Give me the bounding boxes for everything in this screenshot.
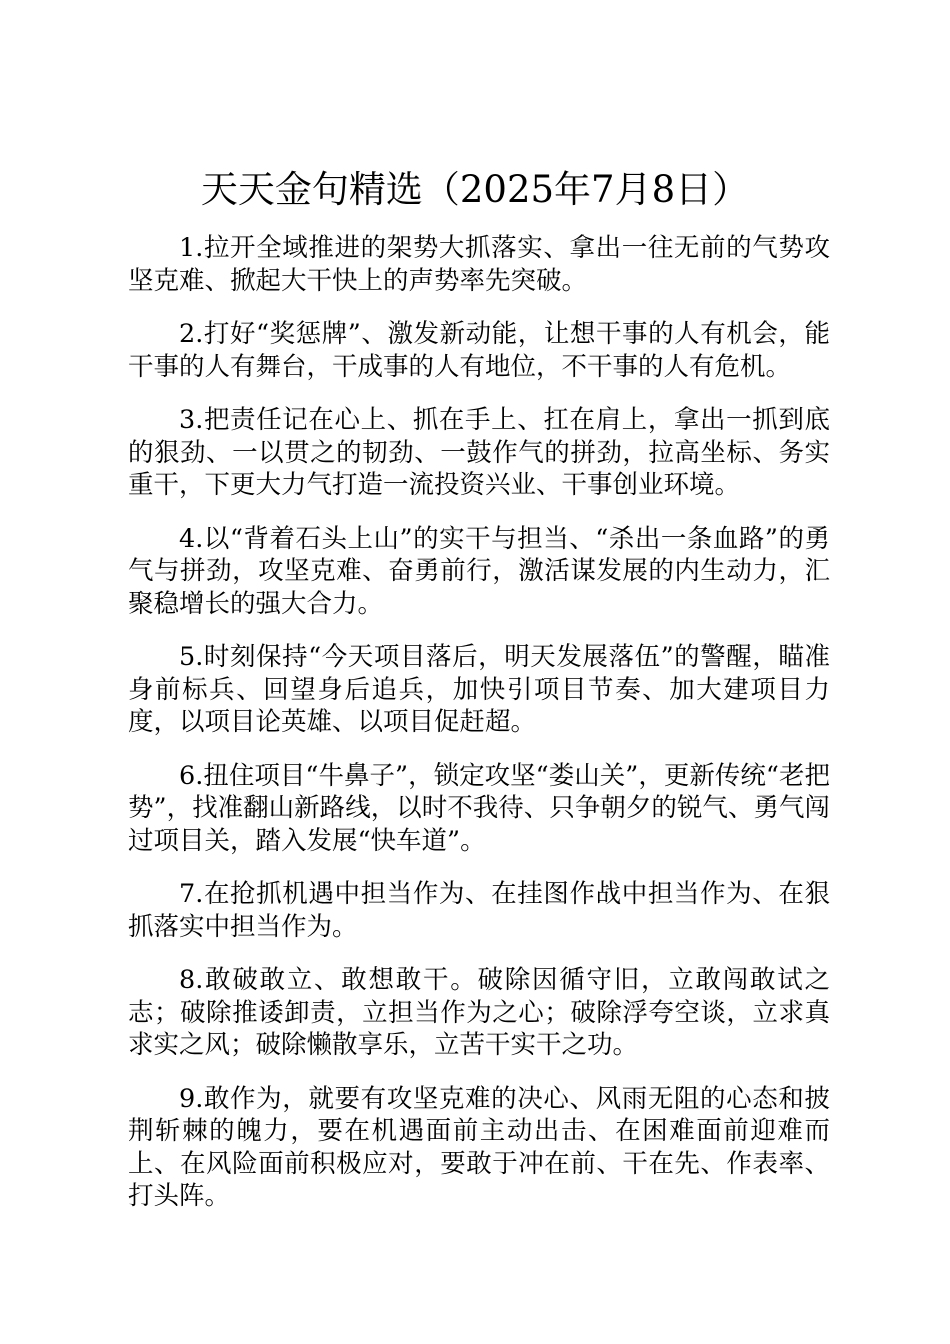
- quote-item-7: 7.在抢抓机遇中担当作为、在挂图作战中担当作为、在狠抓落实中担当作为。: [128, 879, 830, 942]
- quote-item-8: 8.敢破敢立、敢想敢干。破除因循守旧，立敢闯敢试之志；破除推诿卸责，立担当作为之心；破除浮夸空谈，立求真求实之风；破除懒散享乐，立苦干实干之功。: [128, 965, 830, 1060]
- quote-item-9: 9.敢作为，就要有攻坚克难的决心、风雨无阻的心态和披荆斩棘的魄力，要在机遇面前主动出击、在困难面前迎难而上、在风险面前积极应对，要敢于冲在前、干在先、作表率、打头阵。: [128, 1083, 830, 1211]
- quote-list: [128, 232, 830, 1234]
- quote-item-6: 6.扭住项目“牛鼻子”，锁定攻坚“娄山关”，更新传统“老把势”，找准翻山新路线，以时不我待、只争朝夕的锐气、勇气闯过项目关，踏入发展“快车道”。: [128, 760, 830, 856]
- quote-item-4: 4.以“背着石头上山”的实干与担当、“杀出一条血路”的勇气与拼劲，攻坚克难、奋勇前行，激活谋发展的内生动力，汇聚稳增长的强大合力。: [128, 523, 830, 619]
- quote-item-1: 1.拉开全域推进的架势大抓落实、拿出一往无前的气势攻坚克难、掀起大干快上的声势率先突破。: [128, 233, 830, 296]
- quote-item-3: 3.把责任记在心上、抓在手上、扛在肩上，拿出一抓到底的狠劲、一以贯之的韧劲、一鼓作气的拼劲，拉高坐标、务实重干，下更大力气打造一流投资兴业、干事创业环境。: [128, 405, 830, 500]
- quote-item-2: 2.打好“奖惩牌”、激发新动能，让想干事的人有机会，能干事的人有舞台，干成事的人有地位，不干事的人有危机。: [128, 319, 830, 382]
- page-title: 天天金句精选（2025年7月8日）: [200, 168, 750, 211]
- quote-item-5: 5.时刻保持“今天项目落后，明天发展落伍”的警醒，瞄准身前标兵、回望身后追兵，加快引项目节奏、加大建项目力度，以项目论英雄、以项目促赶超。: [128, 642, 830, 737]
